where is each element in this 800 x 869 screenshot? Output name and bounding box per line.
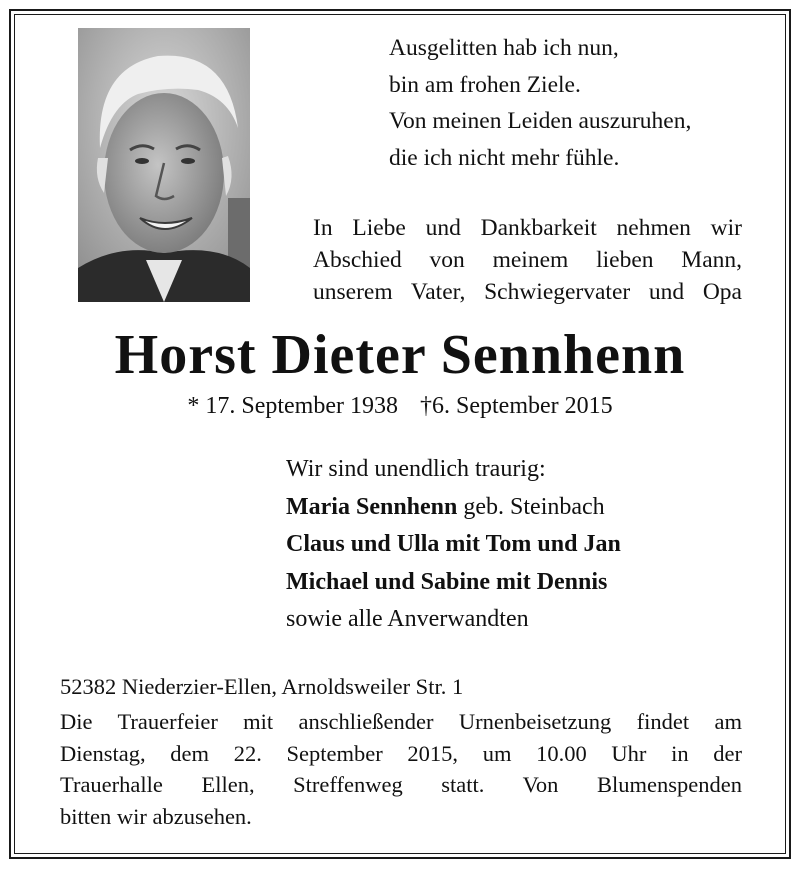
deceased-name: Horst Dieter Sennhenn	[114, 324, 686, 386]
mourner-family: Michael und Sabine mit Dennis	[286, 568, 608, 595]
ceremony-line: bitten wir abzusehen.	[60, 803, 252, 829]
ceremony-line: Die Trauerfeier mit anschließender Urnenbeisetzung findet am	[60, 709, 742, 734]
ceremony-line: Dienstag, dem 22. September 2015, um 10.00 Uhr in der	[60, 740, 742, 766]
mourner-family: Claus und Ulla mit Tom und Jan	[286, 531, 621, 557]
ceremony-info	[60, 706, 742, 832]
portrait-photo	[78, 28, 250, 302]
mourner-spouse	[286, 489, 756, 527]
mourners-intro: Wir sind unendlich traurig:	[286, 456, 546, 482]
portrait-image	[78, 28, 250, 302]
spouse-maiden-name: geb. Steinbach	[463, 493, 605, 520]
poem-line: die ich nicht mehr fühle.	[389, 144, 620, 171]
poem-line: bin am frohen Ziele.	[389, 71, 581, 98]
address: 52382 Niederzier-Ellen, Arnoldsweiler Str. 1	[60, 674, 464, 699]
intro-line: unserem Vater, Schwiegervater und Opa	[313, 279, 742, 305]
poem-line: Von meinen Leiden auszuruhen,	[389, 108, 692, 134]
intro-line: Abschied von meinem lieben Mann,	[313, 247, 742, 273]
life-dates	[0, 389, 800, 423]
intro-line: In Liebe und Dankbarkeit nehmen wir	[313, 215, 742, 241]
poem	[389, 30, 769, 176]
death-symbol: †	[420, 393, 432, 419]
farewell-intro	[313, 212, 742, 308]
spouse-name: Maria Sennhenn	[286, 493, 458, 520]
death-date: 6. September 2015	[432, 393, 613, 419]
poem-line: Ausgelitten hab ich nun,	[389, 35, 619, 61]
mourners-list	[286, 451, 756, 639]
birth-date: 17. September 1938	[205, 393, 398, 419]
mourner-relatives: sowie alle Anverwandten	[286, 606, 529, 632]
birth-symbol: *	[187, 393, 200, 419]
ceremony-line: Trauerhalle Ellen, Streffenweg statt. Von Blumenspenden	[60, 772, 742, 797]
